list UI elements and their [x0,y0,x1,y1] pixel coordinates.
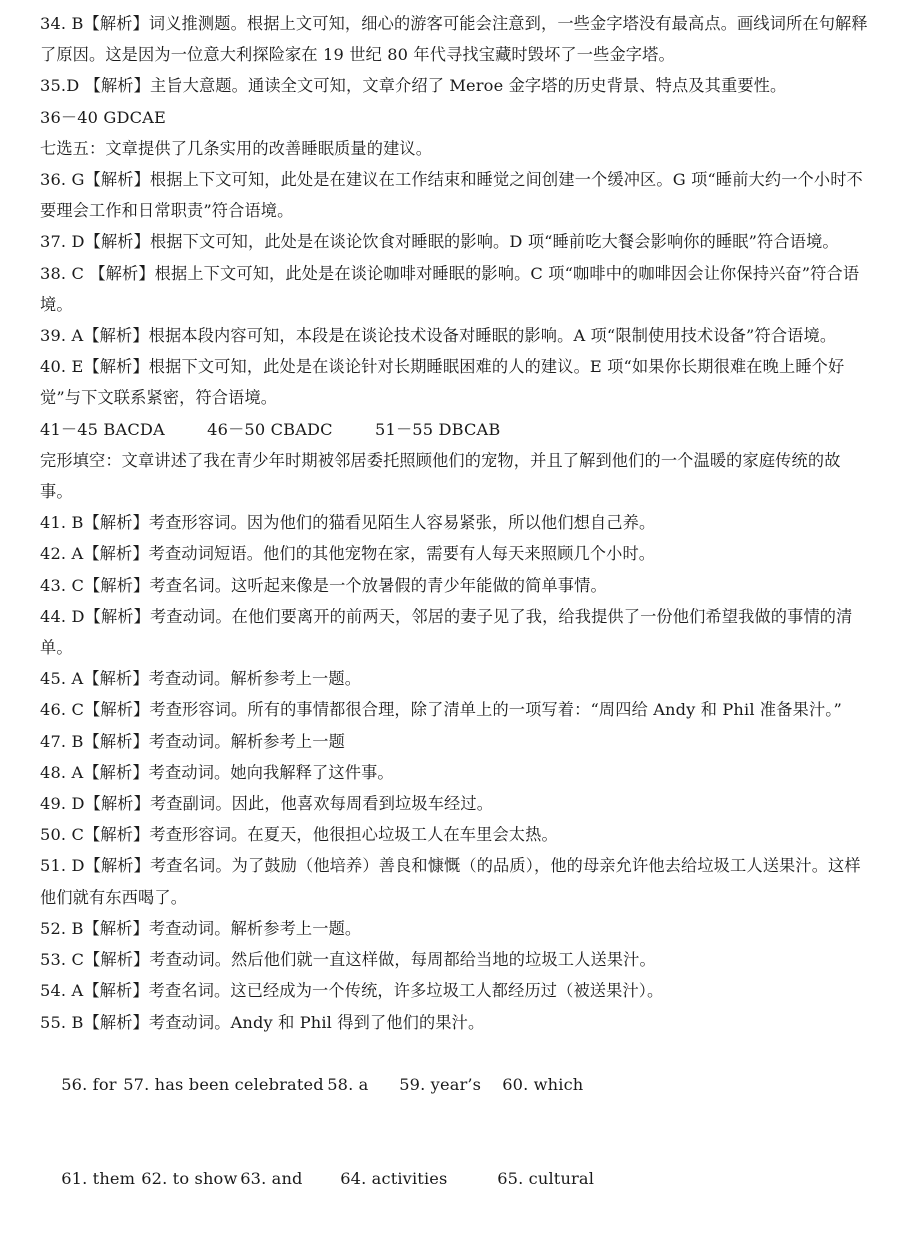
grammar-answer-row [40,1131,868,1225]
answer-line: 45. A【解析】考查动词。解析参考上一题。 [40,669,362,689]
answer-line: 47. B【解析】考查动词。解析参考上一题 [40,731,345,751]
answer-document [40,8,868,1225]
grammar-answer: 65. cultural [497,1168,595,1188]
answer-line: 37. D【解析】根据下文可知，此处是在谈论饮食对睡眠的影响。D 项“睡前吃大餐会影响你的睡眠”符合语境。 [40,232,839,252]
grammar-answer: 56. for [61,1074,117,1094]
grammar-answer: 60. which [502,1074,584,1094]
answer-line: 44. D【解析】考查动词。在他们要离开的前两天，邻居的妻子见了我，给我提供了一份他们希望我做的事情的清单。 [40,606,853,658]
answer-line: 38. C 【解析】根据上下文可知，此处是在谈论咖啡对睡眠的影响。C 项“咖啡中的咖啡因会让你保持兴奋”符合语境。 [40,263,860,314]
grammar-answer: 57. has been celebrated [123,1074,324,1094]
answer-line: 42. A【解析】考查动词短语。他们的其他宠物在家，需要有人每天来照顾几个小时。 [40,544,656,564]
answer-line: 51. D【解析】考查名词。为了鼓励（他培养）善良和慷慨（的品质），他的母亲允许他去给垃圾工人送果汁。这样他们就有东西喝了。 [40,856,861,907]
answer-line: 36. G【解析】根据上下文可知，此处是在建议在工作结束和睡觉之间创建一个缓冲区。G 项“睡前大约一个小时不要理会工作和日常职责”符合语境。 [40,170,863,221]
grammar-answer: 58. a [327,1074,369,1094]
answer-line: 54. A【解析】考查名词。这已经成为一个传统，许多垃圾工人都经历过（被送果汁）。 [40,981,664,1001]
answer-line: 55. B【解析】考查动词。Andy 和 Phil 得到了他们的果汁。 [40,1012,485,1032]
answer-line: 53. C【解析】考查动词。然后他们就一直这样做，每周都给当地的垃圾工人送果汁。 [40,950,656,970]
answer-line: 39. A【解析】根据本段内容可知，本段是在谈论技术设备对睡眠的影响。A 项“限制使用技术设备”符合语境。 [40,326,837,346]
answer-line: 43. C【解析】考查名词。这听起来像是一个放暑假的青少年能做的简单事情。 [40,575,607,595]
answer-line: 34. B【解析】词义推测题。根据上文可知，细心的游客可能会注意到，一些金字塔没有最高点。画线词所在句解释了原因。这是因为一位意大利探险家在 19 世纪 80 年代寻找宝藏时毁坏了一些金字塔。 [40,14,868,65]
answer-line: 40. E【解析】根据下文可知，此处是在谈论针对长期睡眠困难的人的建议。E 项“如果你长期很难在晚上睡个好觉”与下文联系紧密，符合语境。 [40,357,845,408]
answer-summary: 41－45 BACDA 46－50 CBADC 51－55 DBCAB [40,419,501,439]
grammar-answer-row [40,1038,868,1132]
answer-line: 48. A【解析】考查动词。她向我解释了这件事。 [40,762,394,782]
section-intro: 完形填空：文章讲述了我在青少年时期被邻居委托照顾他们的宠物，并且了解到他们的一个温暖的家庭传统的故事。 [40,450,841,502]
section-intro: 七选五：文章提供了几条实用的改善睡眠质量的建议。 [40,138,433,158]
answer-line: 41. B【解析】考查形容词。因为他们的猫看见陌生人容易紧张，所以他们想自己养。 [40,513,656,533]
answer-line: 52. B【解析】考查动词。解析参考上一题。 [40,918,362,938]
answer-line: 46. C【解析】考查形容词。所有的事情都很合理，除了清单上的一项写着：“周四给 Andy 和 Phil 准备果汁。” [40,700,842,720]
answer-line: 35.D 【解析】主旨大意题。通读全文可知，文章介绍了 Meroe 金字塔的历史背景、特点及其重要性。 [40,76,787,96]
grammar-answer: 61. them [61,1168,136,1188]
grammar-answer: 63. and [240,1168,303,1188]
grammar-answer: 59. year’s [399,1074,482,1094]
answer-line: 50. C【解析】考查形容词。在夏天，他很担心垃圾工人在车里会太热。 [40,825,558,845]
answer-line: 49. D【解析】考查副词。因此，他喜欢每周看到垃圾车经过。 [40,794,494,814]
grammar-answer: 64. activities [340,1168,448,1188]
grammar-answer: 62. to show [141,1168,238,1188]
answer-summary: 36－40 GDCAE [40,107,166,127]
